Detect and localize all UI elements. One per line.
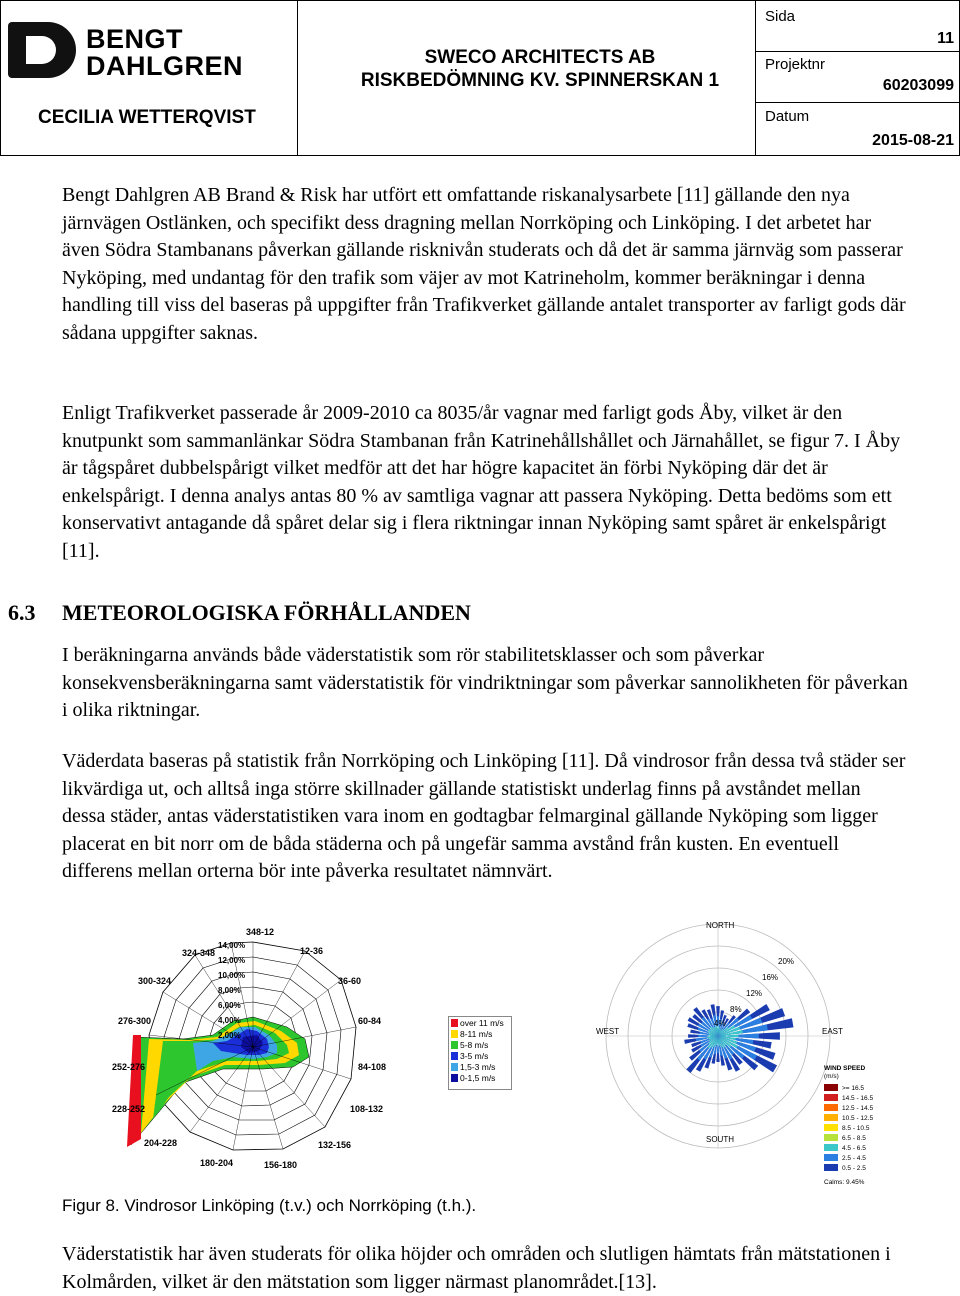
legend-swatch bbox=[451, 1052, 458, 1060]
page-value: 11 bbox=[937, 30, 954, 47]
section-title: METEOROLOGISKA FÖRHÅLLANDEN bbox=[62, 600, 471, 625]
sector-label: 108-132 bbox=[350, 1104, 384, 1114]
wind-speed-legend bbox=[824, 1065, 873, 1186]
logo-word-1: BENGT bbox=[86, 24, 183, 54]
legend-swatch bbox=[824, 1164, 838, 1171]
legend-swatch bbox=[824, 1084, 838, 1091]
wind-rose-left-legend bbox=[448, 1016, 512, 1090]
sector-label: 324-348 bbox=[182, 948, 216, 958]
ring-label: 4,00% bbox=[218, 1016, 241, 1025]
legend-swatch bbox=[824, 1094, 838, 1101]
project-title: RISKBEDÖMNING KV. SPINNERSKAN 1 bbox=[360, 70, 720, 91]
legend-label: 4.5 - 6.5 bbox=[842, 1145, 866, 1152]
sector-label: 60-84 bbox=[358, 1016, 382, 1026]
legend-swatch bbox=[824, 1154, 838, 1161]
legend-swatch bbox=[451, 1019, 458, 1027]
legend-swatch bbox=[824, 1104, 838, 1111]
legend-swatch bbox=[824, 1144, 838, 1151]
projnr-label: Projektnr bbox=[765, 56, 826, 73]
legend-swatch bbox=[824, 1134, 838, 1141]
legend-label: over 11 m/s bbox=[460, 1018, 504, 1028]
ring-label: 14,00% bbox=[218, 941, 246, 950]
legend-swatch bbox=[451, 1041, 458, 1049]
ring-label: 2,00% bbox=[218, 1031, 241, 1040]
legend-swatch bbox=[451, 1074, 458, 1082]
company-name: SWECO ARCHITECTS AB bbox=[424, 47, 656, 68]
legend-swatch bbox=[824, 1124, 838, 1131]
sector-label: 204-228 bbox=[144, 1138, 178, 1148]
sector-label: 276-300 bbox=[118, 1016, 152, 1026]
section-number: 6.3 bbox=[8, 600, 36, 625]
figure-caption: Figur 8. Vindrosor Linköping (t.v.) och Norrköping (t.h.). bbox=[62, 1196, 477, 1215]
legend-calms: Calms: 9.45% bbox=[824, 1179, 865, 1186]
legend-title: WIND SPEED bbox=[824, 1065, 866, 1072]
legend-label: 8.5 - 10.5 bbox=[842, 1125, 870, 1132]
legend-swatch bbox=[451, 1063, 458, 1071]
sector-label: 180-204 bbox=[200, 1158, 234, 1168]
rose-right-body bbox=[606, 924, 830, 1148]
legend-label: 0-1,5 m/s bbox=[460, 1073, 496, 1083]
company-logo bbox=[8, 18, 268, 90]
sector-label: 84-108 bbox=[358, 1062, 387, 1072]
legend-label: 1,5-3 m/s bbox=[460, 1062, 496, 1072]
paragraph-2: Enligt Trafikverket passerade år 2009-2010 ca 8035/år vagnar med farligt gods Åby, vilket är den knutpunkt som sammanlänkar Södra Stambanan från Katrinehållshållet och Järnahållet, se figur 7. I Åby är tågspåret dubbelspårigt vilket medför att det har högre kapacitet än förbi Nyköping där det är enkelspårigt. I denna analys antas 80 % av samtliga vagnar att passera Nyköping. Detta bedöms som ett konservativt antagande då spåret delar sig i flera riktningar innan Nyköping samt spåret är enkelspårigt [11]. bbox=[62, 402, 901, 562]
wind-rose-norrkoping bbox=[590, 912, 890, 1194]
logo-mark-icon bbox=[8, 22, 76, 78]
legend-label: 12.5 - 14.5 bbox=[842, 1105, 874, 1112]
legend-swatch bbox=[824, 1114, 838, 1121]
legend-label: 0.5 - 2.5 bbox=[842, 1165, 866, 1172]
ring-label: 10,00% bbox=[218, 971, 246, 980]
sector-label: 156-180 bbox=[264, 1160, 298, 1170]
projnr-value: 60203099 bbox=[882, 77, 954, 94]
sector-label: 132-156 bbox=[318, 1140, 352, 1150]
legend-label: 8-11 m/s bbox=[460, 1029, 493, 1039]
paragraph-4: Väderdata baseras på statistik från Norrköping och Linköping [11]. Då vindrosor från dessa två städer ser likvärdiga ut, och alltså inga större skillnader gällande statistiskt underlag finns på avståndet mellan dessa städer, antas väderstatistiken vara inom en godtagbar felmarginal gällande Nyköping som ligger placerat en bit norr om de båda städerna och på ungefär samma avstånd från kusten. En eventuell differens mellan orterna bör inte påverka resultatet nämnvärt. bbox=[62, 750, 906, 883]
legend-label: 2.5 - 4.5 bbox=[842, 1155, 866, 1162]
legend-swatch bbox=[451, 1030, 458, 1038]
sector-label: 348-12 bbox=[246, 927, 275, 937]
compass-north: NORTH bbox=[706, 921, 735, 930]
paragraph-3: I beräkningarna används både väderstatistik som rör stabilitetsklasser och som påverkar konsekvensberäkningarna samt väderstatistik för vindriktningar som påverkar sannolikheten för påverkan i olika riktningar. bbox=[62, 644, 908, 722]
author-name: CECILIA WETTERQVIST bbox=[38, 107, 256, 128]
legend-label: 14.5 - 16.5 bbox=[842, 1095, 874, 1102]
compass-west: WEST bbox=[596, 1027, 620, 1036]
ring-label: 6,00% bbox=[218, 1001, 241, 1010]
ring-label: 12% bbox=[746, 989, 763, 998]
legend-label: 3-5 m/s bbox=[460, 1051, 489, 1061]
legend-label: 10.5 - 12.5 bbox=[842, 1115, 874, 1122]
ring-label: 20% bbox=[778, 957, 795, 966]
logo-word-2: DAHLGREN bbox=[86, 51, 243, 81]
paragraph-5: Väderstatistik har även studerats för olika höjder och områden och slutligen hämtats från mätstationen i Kolmården, vilket är den mätstation som ligger närmast planområdet.[13]. bbox=[62, 1243, 891, 1293]
ring-label: 4% bbox=[714, 1019, 726, 1028]
paragraph-1: Bengt Dahlgren AB Brand & Risk har utfört ett omfattande riskanalysarbete [11] gällande den nya järnvägen Ostlänken, och specifikt dess dragning mellan Norrköping och Linköping. I det arbetet har även Södra Stambanans påverkan gällande risknivån studerats och då det är samma järnväg som passerar Nyköping, med undantag för den trafik som väjer av mot Katrineholm, kommer beräkningar i denna handling till viss del baseras på uppgifter från Trafikverket gällande antalet transporter av farligt gods där sådana uppgifter saknas. bbox=[62, 184, 906, 344]
ring-label: 8,00% bbox=[218, 986, 241, 995]
date-label: Datum bbox=[765, 108, 810, 125]
compass-east: EAST bbox=[822, 1027, 843, 1036]
section-heading bbox=[8, 600, 471, 626]
page-header bbox=[0, 0, 960, 156]
legend-label: >= 16.5 bbox=[842, 1085, 865, 1092]
page-label: Sida bbox=[765, 8, 796, 25]
sector-label: 300-324 bbox=[138, 976, 172, 986]
ring-label: 16% bbox=[762, 973, 779, 982]
legend-unit: (m/s) bbox=[824, 1073, 839, 1080]
sector-label: 228-252 bbox=[112, 1104, 146, 1114]
ring-label: 12,00% bbox=[218, 956, 246, 965]
legend-label: 6.5 - 8.5 bbox=[842, 1135, 866, 1142]
legend-label: 5-8 m/s bbox=[460, 1040, 489, 1050]
sector-label: 252-276 bbox=[112, 1062, 146, 1072]
ring-label: 8% bbox=[730, 1005, 742, 1014]
date-value: 2015-08-21 bbox=[872, 132, 954, 149]
sector-label: 36-60 bbox=[338, 976, 362, 986]
wind-rose-linkoping bbox=[108, 922, 408, 1172]
sector-label: 12-36 bbox=[300, 946, 324, 956]
compass-south: SOUTH bbox=[706, 1135, 734, 1144]
